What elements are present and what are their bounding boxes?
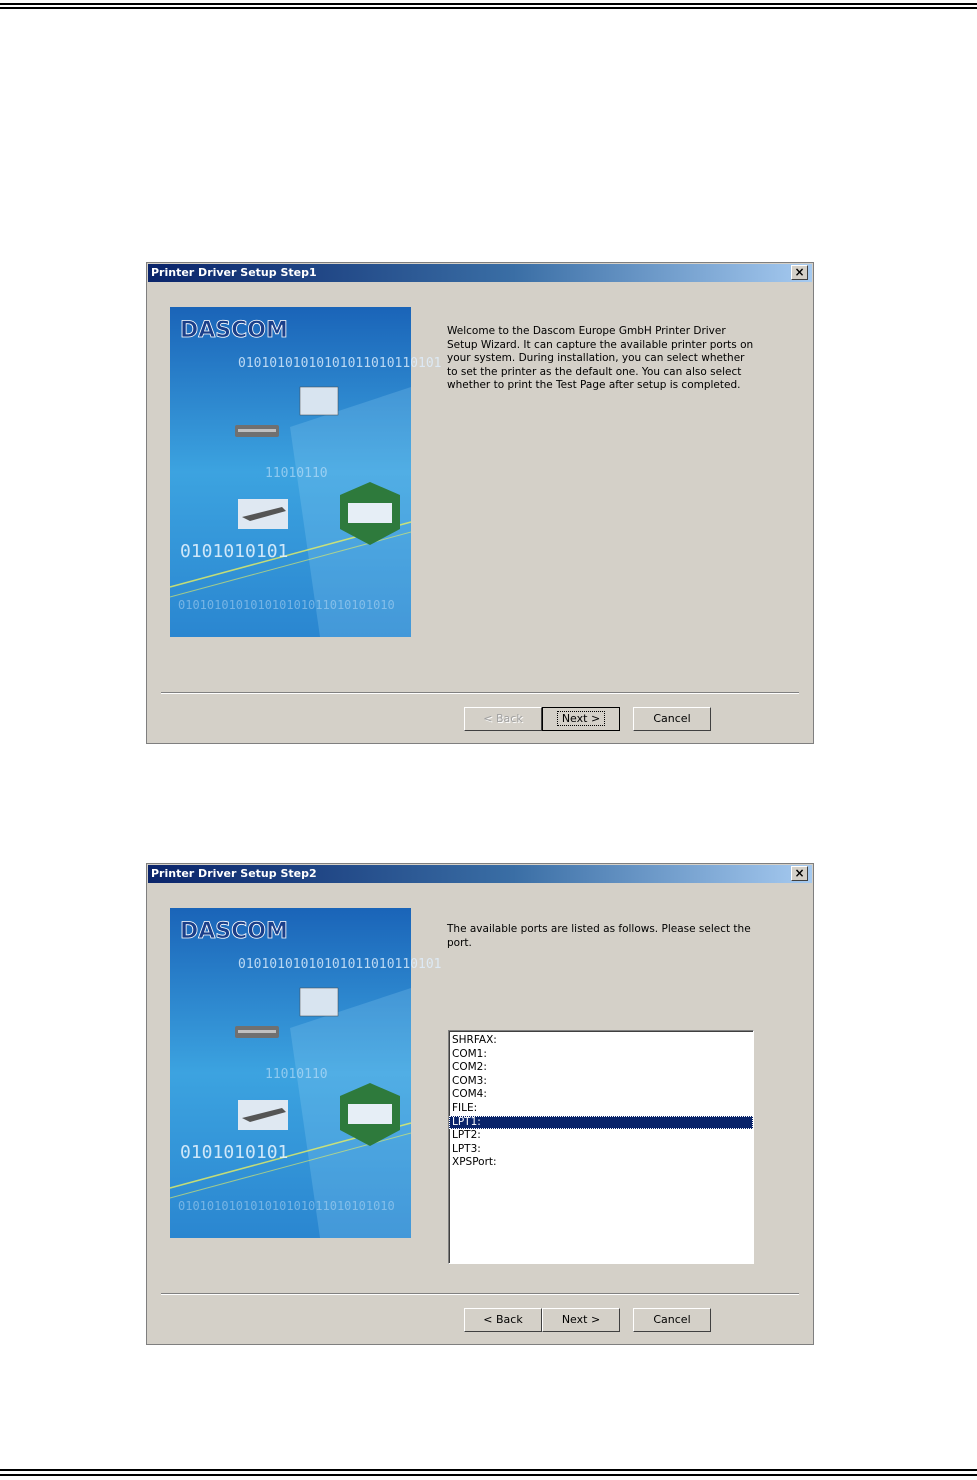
binary-text-top: 01010101010101011010110101	[238, 356, 442, 371]
port-list-item[interactable]: LPT2:	[452, 1129, 481, 1142]
people-photo	[300, 988, 338, 1016]
port-list-item[interactable]: COM4:	[452, 1088, 487, 1101]
dialog-title: Printer Driver Setup Step2	[151, 867, 317, 880]
binary-text-mid: 11010110	[265, 466, 328, 481]
port-list-item[interactable]: COM1:	[452, 1047, 487, 1060]
cancel-button[interactable]: Cancel	[633, 1308, 711, 1332]
button-separator	[161, 692, 799, 694]
port-list-item[interactable]: FILE:	[452, 1101, 478, 1114]
port-list-item[interactable]: SHRFAX:	[452, 1034, 497, 1046]
binary-text-low: 0101010101	[180, 541, 289, 562]
title-bar[interactable]	[148, 865, 812, 883]
cancel-button[interactable]: Cancel	[633, 707, 711, 731]
dascom-banner-image	[170, 908, 442, 1238]
binary-text-top: 01010101010101011010110101	[238, 957, 442, 972]
port-listbox[interactable]	[448, 1030, 754, 1264]
port-list-item[interactable]: LPT3:	[452, 1142, 481, 1155]
binary-text-low: 0101010101	[180, 1142, 289, 1163]
port-list-item[interactable]: XPSPort:	[452, 1156, 497, 1169]
button-separator	[161, 1293, 799, 1295]
setup-dialog-step1	[146, 262, 814, 744]
close-icon[interactable]: ×	[791, 265, 808, 280]
next-button[interactable]	[542, 707, 620, 731]
binary-text-bottom: 010101010101010101011010101010	[178, 1199, 395, 1213]
binary-text-mid: 11010110	[265, 1067, 328, 1082]
footer-rule-thin	[0, 1469, 977, 1471]
back-button[interactable]: < Back	[464, 1308, 542, 1332]
title-bar[interactable]	[148, 264, 812, 282]
dascom-logo: DASCOM	[180, 919, 288, 944]
dialog-title: Printer Driver Setup Step1	[151, 266, 317, 279]
close-icon[interactable]: ×	[791, 866, 808, 881]
port-list-item[interactable]: LPT1:	[449, 1116, 753, 1130]
next-button[interactable]: Next >	[542, 1308, 620, 1332]
ports-message: The available ports are listed as follows. Please select the port.	[447, 923, 751, 949]
people-photo	[300, 387, 338, 415]
port-list-item[interactable]: COM3:	[452, 1074, 487, 1087]
setup-dialog-step2	[146, 863, 814, 1345]
back-button[interactable]: < Back	[464, 707, 542, 731]
next-label: Next >	[557, 711, 605, 726]
welcome-message: Welcome to the Dascom Europe GmbH Printer Driver Setup Wizard. It can capture the available printer ports on your system. During installation, you can select whether to set the printer as the default one. You can also select whether to print the Test Page after setup is completed.	[447, 325, 754, 391]
footer-rule-thick	[0, 1474, 977, 1476]
header-rule-thick	[0, 3, 977, 5]
binary-text-bottom: 010101010101010101011010101010	[178, 598, 395, 612]
port-list-item[interactable]: COM2:	[452, 1061, 487, 1074]
header-rule-thin	[0, 7, 977, 9]
dascom-banner-image	[170, 307, 442, 637]
dascom-logo: DASCOM	[180, 318, 288, 343]
